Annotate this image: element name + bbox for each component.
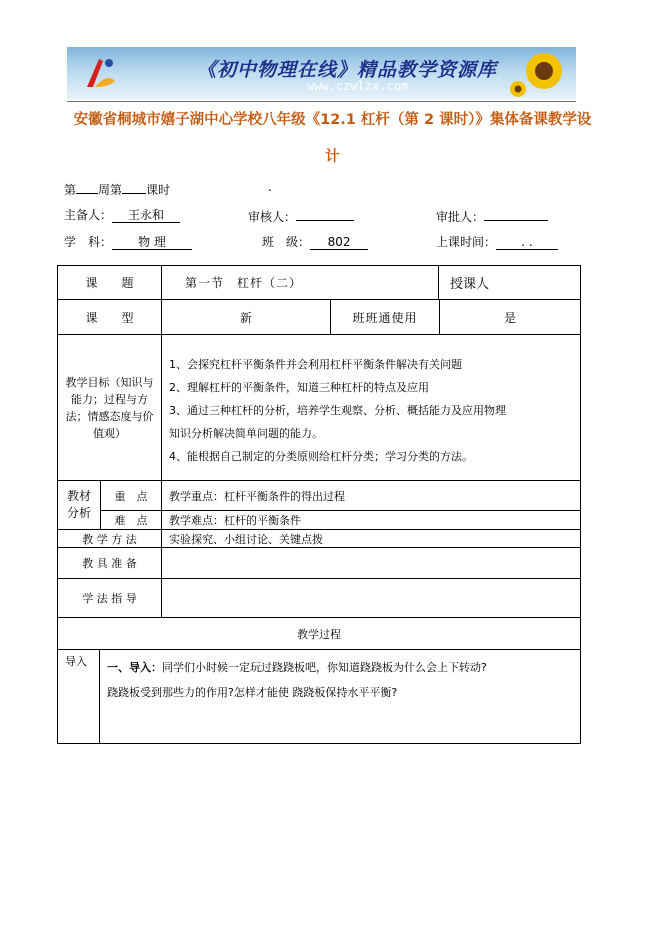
analysis-label-line: 分析: [66, 506, 91, 520]
lesson-blank: [122, 179, 146, 194]
row-line: [57, 649, 581, 650]
objective-item: 4、能根据自己制定的分类原则给杠杆分类；学习分类的方法。: [169, 450, 473, 463]
teacher-label: 授课人: [450, 277, 490, 292]
objective-item: 2、理解杠杆的平衡条件，知道三种杠杆的特点及应用: [169, 381, 429, 394]
week-label: 第: [64, 183, 77, 197]
intro-label: 导入: [65, 655, 87, 668]
class-time-line: [436, 233, 558, 250]
subject-label: 学 科：: [64, 235, 113, 249]
analysis-label: [58, 481, 100, 529]
lesson-plan-table: [57, 265, 581, 744]
banner-url: www.czwlzx.com: [307, 79, 409, 93]
key-point-label: 重 点: [114, 489, 148, 503]
type-label: 课 型: [85, 310, 134, 325]
preparer-line: [64, 206, 180, 223]
intro-line: 跷跷板受到那些力的作用?怎样才能使 跷跷板保持水平平衡?: [107, 686, 398, 699]
col-line: [438, 265, 439, 299]
class-time-value: . .: [496, 235, 558, 250]
type-value: 新: [239, 310, 252, 325]
week-lesson-line: [64, 179, 170, 198]
table-border-bottom: [57, 743, 581, 744]
logo-icon: [79, 53, 119, 93]
class-time-label: 上课时间：: [436, 235, 497, 249]
intro-content: [107, 655, 577, 705]
common-use-value: 是: [503, 310, 516, 325]
common-use-label: 班班通使用: [352, 310, 418, 325]
preparer-label: 主备人：: [64, 208, 113, 222]
intro-line: [107, 655, 577, 680]
col-line: [99, 649, 100, 744]
objective-item: 知识分析解决简单问题的能力。: [169, 427, 323, 440]
lesson-label: 周第: [98, 183, 123, 197]
objective-item: 3、通过三种杠杆的分析，培养学生观察、分析、概括能力及应用物理: [169, 404, 506, 417]
method-text: 实验探究、小组讨论、关键点拨: [169, 532, 323, 546]
approver-blank: [484, 206, 548, 221]
process-header: 教学过程: [297, 627, 341, 641]
intro-heading: 一、导入：: [107, 661, 162, 674]
banner-title: 《初中物理在线》精品教学资源库: [197, 59, 498, 81]
tools-label: 教 具 准 备: [82, 557, 137, 570]
study-guide-label: 学 法 指 导: [82, 592, 137, 605]
topic-label: 课 题: [85, 276, 134, 290]
reviewer-blank: [296, 206, 354, 221]
objectives-label: 教学目标（知识与能力；过程与方法；情感态度与价值观）: [65, 375, 154, 440]
class-line: [262, 233, 368, 250]
banner-image: [67, 47, 576, 99]
method-label: 教 学 方 法: [82, 532, 137, 546]
dot-mark: .: [268, 180, 272, 194]
difficult-point-text: 教学难点：杠杆的平衡条件: [169, 514, 301, 527]
key-point-text: 教学重点：杠杆平衡条件的得出过程: [169, 489, 345, 503]
sunflower-icon: [510, 49, 570, 99]
approver-line: [436, 206, 548, 225]
objectives-list: [169, 353, 577, 468]
table-border-right: [580, 265, 581, 744]
reviewer-label: 审核人：: [248, 210, 297, 224]
subject-line: [64, 233, 192, 250]
reviewer-line: [248, 206, 354, 225]
period-label: 课时: [146, 183, 171, 197]
week-blank: [76, 179, 98, 194]
objective-item: 1、会探究杠杆平衡条件并会利用杠杆平衡条件解决有关问题: [169, 358, 462, 371]
approver-label: 审批人：: [436, 210, 485, 224]
subject-value: 物 理: [112, 235, 192, 250]
intro-text: 同学们小时候一定玩过跷跷板吧，你知道跷跷板为什么会上下转动?: [162, 661, 487, 674]
difficult-point-label: 难 点: [114, 514, 148, 527]
preparer-name: 王永和: [112, 208, 180, 223]
document-title-continued: 计: [325, 149, 340, 165]
class-label: 班 级：: [262, 235, 311, 249]
banner-rule: [67, 101, 576, 102]
analysis-label-line: 教材: [66, 489, 91, 503]
topic-value: 第一节 杠杆（二）: [185, 276, 303, 290]
class-value: 802: [310, 235, 368, 250]
document-title: 安徽省桐城市嬉子湖中心学校八年级《12.1 杠杆（第 2 课时）》集体备课教学设: [73, 112, 592, 128]
